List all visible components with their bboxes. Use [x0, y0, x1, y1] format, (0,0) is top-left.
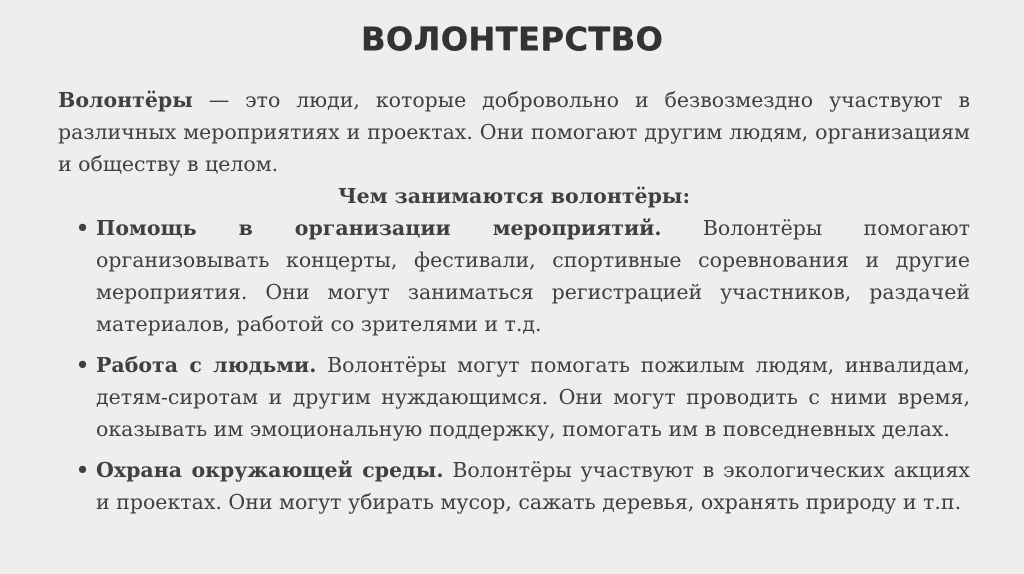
list-item-text: Волонтёры могут помогать пожилым людям, инвалидам, детям-сиротам и другим нуждающимся. Они могут проводить с ними время, оказывать им эмоциональную поддержку, помогать им в повседневных делах. — [96, 353, 970, 441]
slide-content — [58, 84, 970, 527]
list-item — [58, 454, 970, 518]
intro-term: Волонтёры — [58, 88, 193, 112]
list-item-text: Волонтёры участвуют в экологических акциях и проектах. Они могут убирать мусор, сажать деревья, охранять природу и т.п. — [96, 458, 970, 514]
list-item — [58, 212, 970, 340]
slide-title: ВОЛОНТЕРСТВО — [360, 20, 664, 58]
list-item-lead: Охрана окружающей среды. — [96, 458, 444, 482]
bullet-icon: • — [76, 216, 90, 240]
list-item-text: Волонтёры помогают организовывать концерты, фестивали, спортивные соревнования и другие мероприятия. Они могут заниматься регистрацией участников, раздачей материалов, работой со зрителями и т.д. — [96, 216, 970, 336]
list-item — [58, 349, 970, 445]
list-item-lead: Помощь в организации мероприятий. — [96, 216, 662, 240]
section-subheading: Чем занимаются волонтёры: — [337, 184, 691, 208]
list-item-lead: Работа с людьми. — [96, 353, 317, 377]
intro-text: — это люди, которые добровольно и безвозмездно участвуют в различных мероприятиях и проектах. Они помогают другим людям, организациям и обществу в целом. — [58, 88, 970, 176]
intro-paragraph — [58, 84, 970, 180]
bullet-icon: • — [76, 458, 90, 482]
bullet-icon: • — [76, 353, 90, 377]
activities-list — [58, 212, 970, 518]
